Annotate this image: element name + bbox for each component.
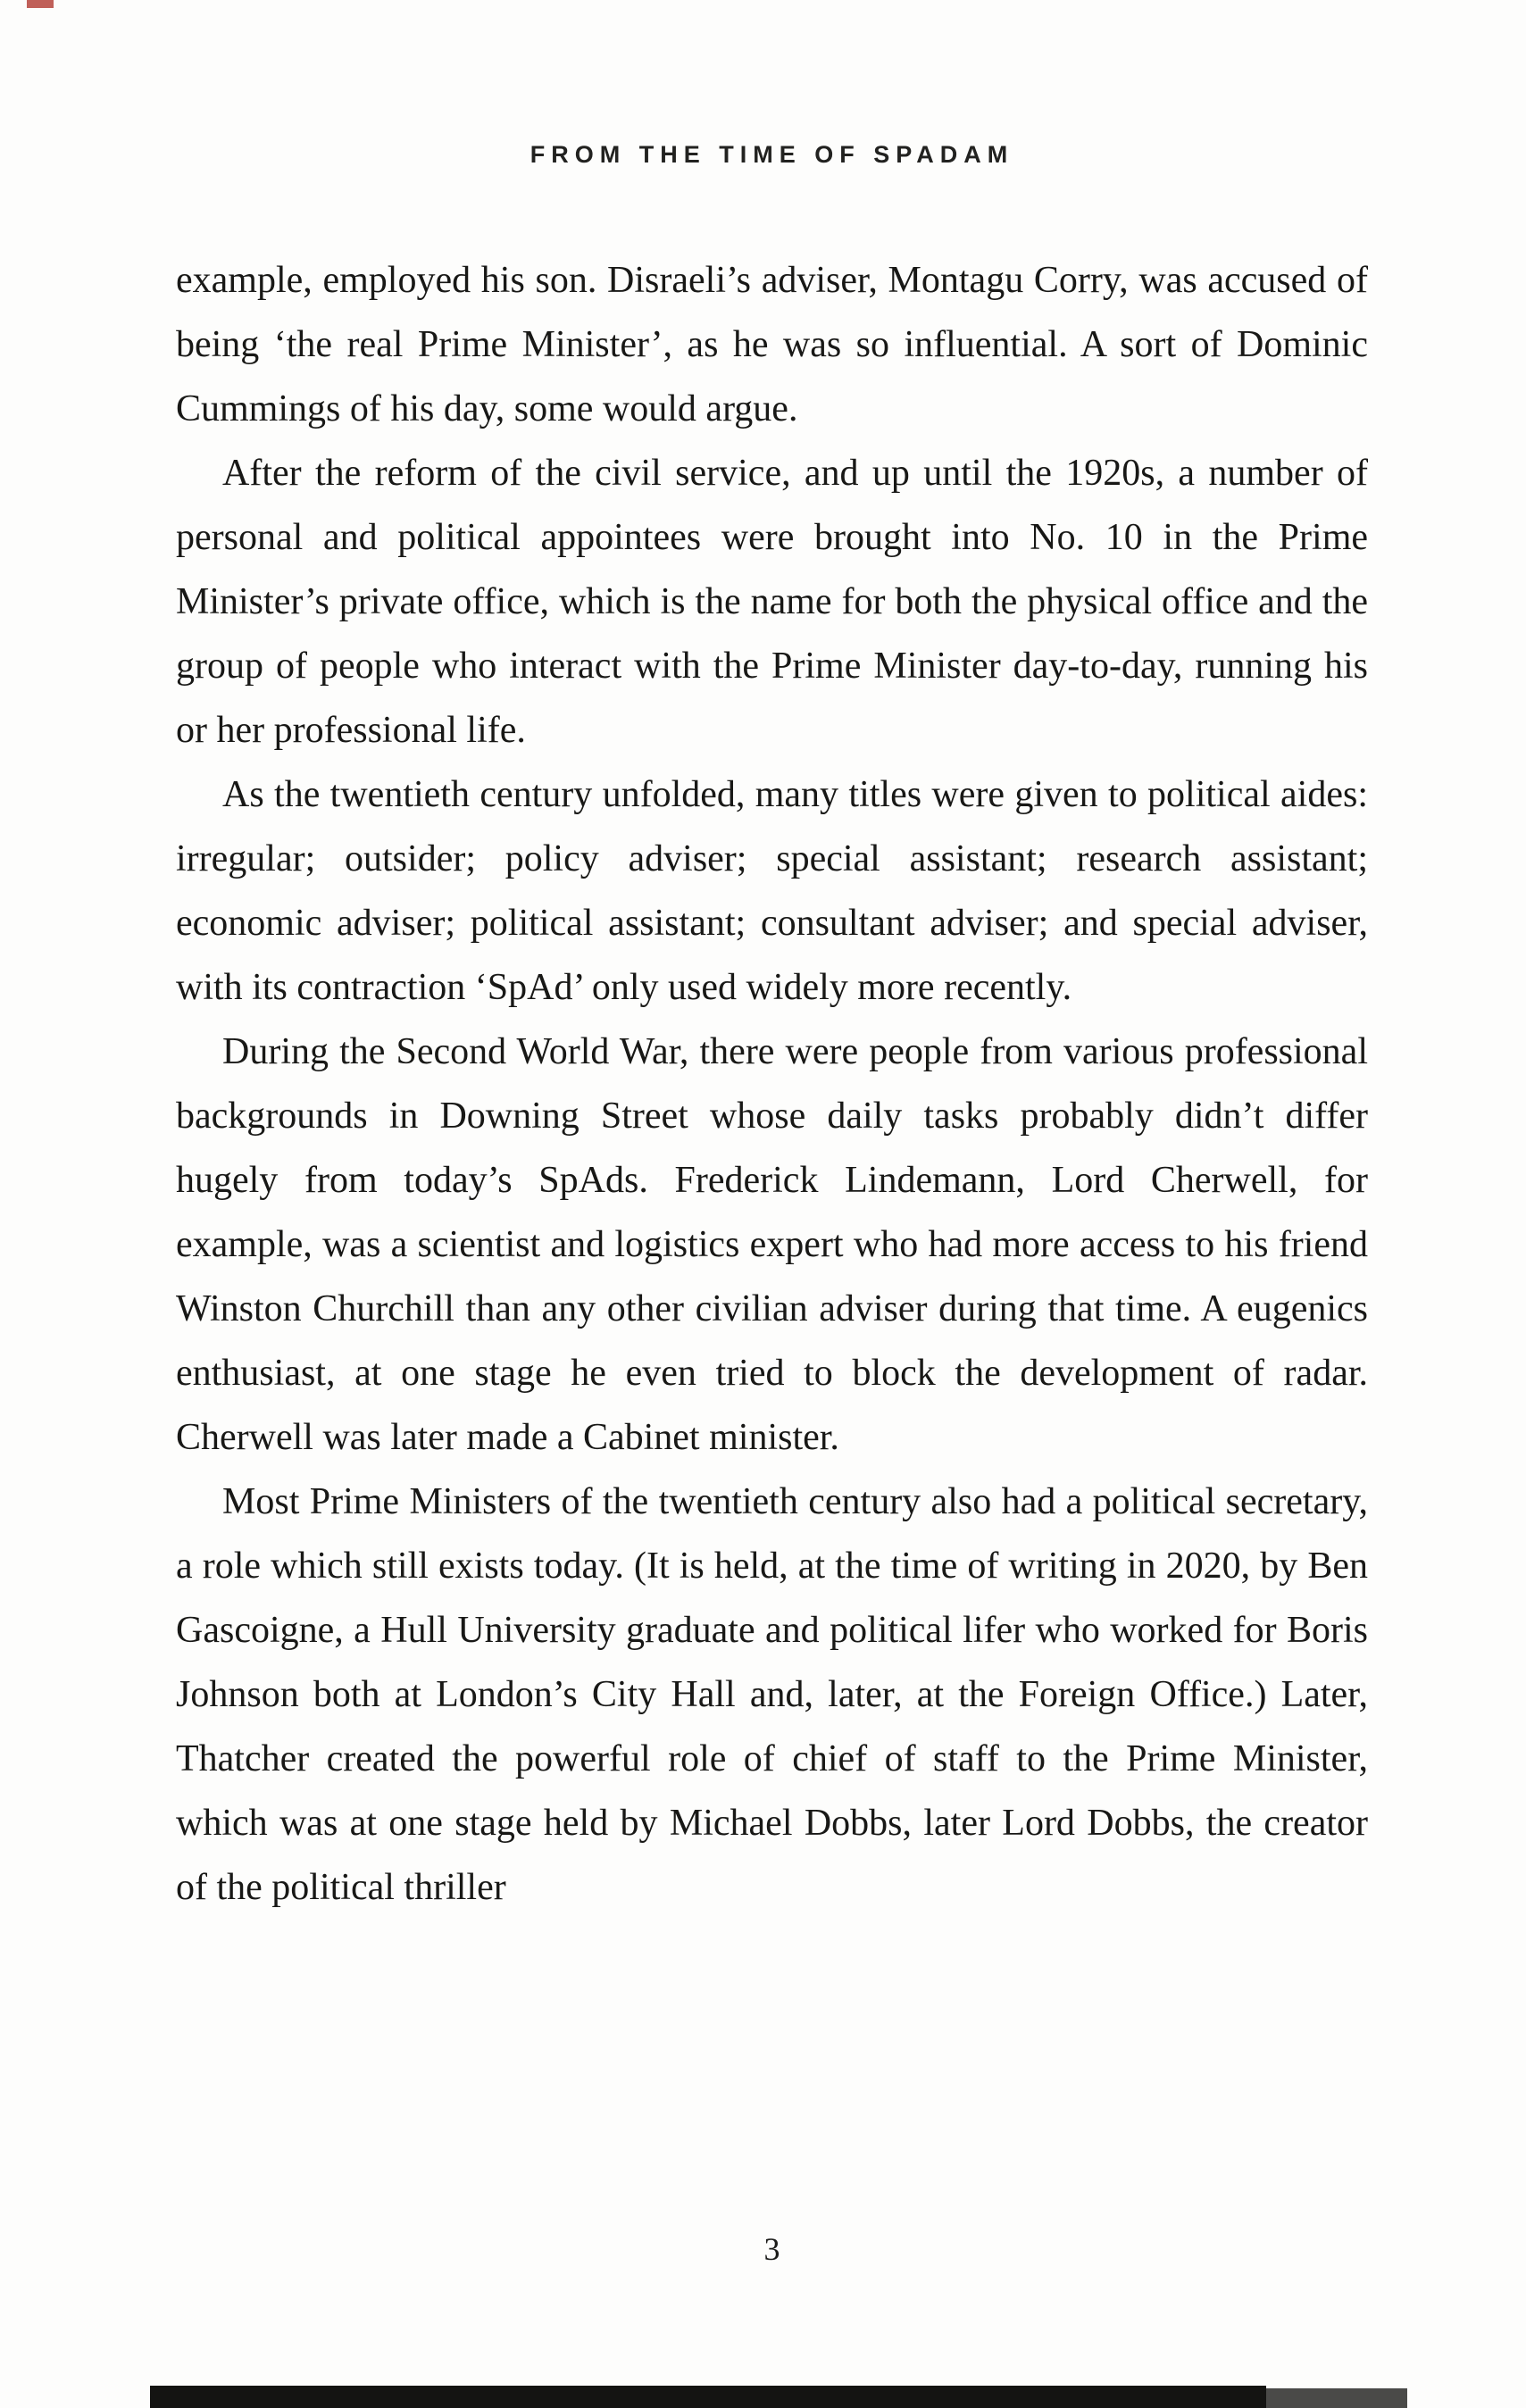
body-paragraph: example, employed his son. Disraeli’s adviser, Montagu Corry, was accused of being ‘the real Prime Minister’, as he was so influential. A sort of Dominic Cummings of his day, some would argue. <box>176 260 1368 429</box>
body-paragraph: As the twentieth century unfolded, many titles were given to political aides: irregular; outsider; policy adviser; special assistant; research assistant; economic adviser; political assistant; consultant adviser; and special adviser, with its contraction ‘SpAd’ only used widely more recently. <box>176 774 1368 1008</box>
scan-artifact-bottom-bar-tail <box>1266 2388 1407 2408</box>
page-number: 3 <box>763 2231 780 2267</box>
scan-artifact-red-mark <box>27 0 54 8</box>
body-text-block <box>176 248 1368 1920</box>
body-paragraph: After the reform of the civil service, and up until the 1920s, a number of personal and political appointees were brought into No. 10 in the Prime Minister’s private office, which is the name for both the physical office and the group of people who interact with the Prime Minister day-to-day, running his or her professional life. <box>176 453 1368 751</box>
scan-artifact-bottom-bar <box>150 2386 1266 2408</box>
body-paragraph: During the Second World War, there were people from various professional backgrounds in Downing Street whose daily tasks probably didn’t differ hugely from today’s SpAds. Frederick Lindemann, Lord Cherwell, for example, was a scientist and logistics expert who had more access to his friend Winston Churchill than any other civilian adviser during that time. A eugenics enthusiast, at one stage he even tried to block the development of radar. Cherwell was later made a Cabinet minister. <box>176 1031 1368 1458</box>
running-header: FROM THE TIME OF SPADAM <box>530 141 1014 168</box>
body-paragraph: Most Prime Ministers of the twentieth century also had a political secretary, a role which still exists today. (It is held, at the time of writing in 2020, by Ben Gascoigne, a Hull University graduate and political lifer who worked for Boris Johnson both at London’s City Hall and, later, at the Foreign Office.) Later, Thatcher created the powerful role of chief of staff to the Prime Minister, which was at one stage held by Michael Dobbs, later Lord Dobbs, the creator of the political thriller <box>176 1481 1368 1908</box>
